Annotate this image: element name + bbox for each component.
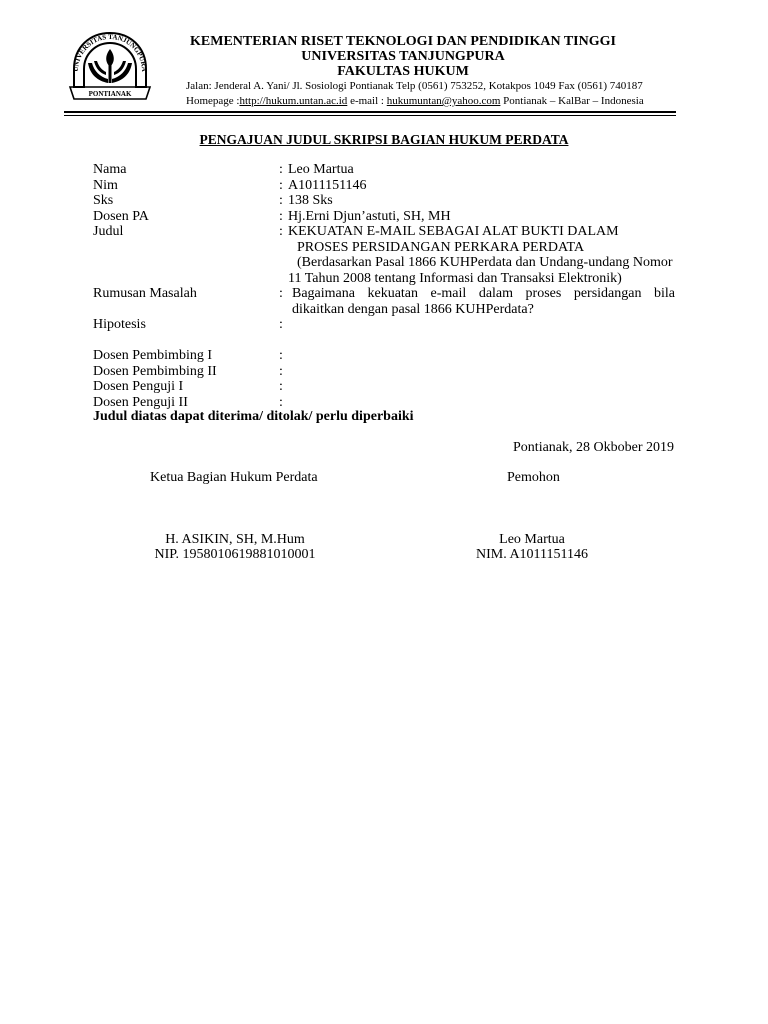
letterhead [186,34,676,109]
faculty-name: FAKULTAS HUKUM [337,64,469,79]
signatory-left-name: H. ASIKIN, SH, M.Hum [165,532,305,547]
field-separator: : [279,317,283,332]
signatory-right-title: Pemohon [507,470,560,485]
field-judul [93,224,675,286]
location-text: Pontianak – KalBar – Indonesia [500,95,644,107]
field-label: Judul [93,224,124,239]
field-separator: : [279,224,283,239]
contact-line [186,94,676,109]
field-separator: : [279,208,283,224]
form-fields [93,162,675,410]
ministry-name: KEMENTERIAN RISET TEKNOLOGI DAN PENDIDIKAN TINGGI [190,34,616,49]
field-value: Leo Martua [288,162,354,177]
field-separator: : [279,379,283,394]
field-label: Nim [93,177,118,193]
field-rumusan-masalah [93,286,675,317]
field-dosen-pa [93,209,675,225]
homepage-link[interactable]: http://hukum.untan.ac.id [239,95,348,107]
field-value [288,395,675,411]
field-separator: : [279,177,283,193]
field-label: Dosen Penguji I [93,379,184,394]
field-separator: : [279,162,283,177]
field-hipotesis [93,317,675,333]
field-label: Dosen Pembimbing II [93,363,217,379]
field-separator: : [279,363,283,379]
field-value [288,364,675,380]
field-value: A1011151146 [288,177,367,193]
field-value: Bagaimana kekuatan e-mail dalam proses persidangan bila dikaitkan dengan pasal 1866 KUHPerdata? [292,286,675,317]
field-label: Dosen Penguji II [93,394,188,410]
letterhead-rule-thin [64,115,676,116]
signatory-right-id: NIM. A1011151146 [476,547,588,562]
judul-line-4: 11 Tahun 2008 tentang Informasi dan Transaksi Elektronik) [288,270,622,286]
field-separator: : [279,348,283,363]
field-penguji-1 [93,379,675,395]
decision-statement: Judul diatas dapat diterima/ ditolak/ perlu diperbaiki [93,409,414,424]
judul-line-2: PROSES PERSIDANGAN PERKARA PERDATA [297,239,585,255]
field-penguji-2 [93,395,675,411]
document-title: PENGAJUAN JUDUL SKRIPSI BAGIAN HUKUM PERDATA [199,132,569,147]
field-label: Rumusan Masalah [93,286,197,301]
field-separator: : [279,394,283,410]
signatory-left-title: Ketua Bagian Hukum Perdata [150,470,318,485]
field-nim [93,178,675,194]
field-value [288,348,675,364]
signatory-left-id: NIP. 1958010619881010001 [154,547,316,562]
logo-banner-text: PONTIANAK [88,90,132,98]
field-pembimbing-2 [93,364,675,380]
field-label: Dosen PA [93,208,149,224]
field-value [288,317,675,333]
signatory-right-name: Leo Martua [499,532,565,547]
place-date: Pontianak, 28 Okbober 2019 [513,440,674,455]
university-logo [64,27,156,109]
field-value: 138 Sks [288,193,333,208]
email-label: e-mail : [347,95,387,107]
field-value: Hj.Erni Djun’astuti, SH, MH [288,208,451,224]
field-label: Hipotesis [93,317,146,332]
field-value [288,379,675,395]
field-nama [93,162,675,178]
letterhead-rule-thick [64,111,676,113]
judul-line-1: KEKUATAN E-MAIL SEBAGAI ALAT BUKTI DALAM [288,224,619,239]
judul-line-3: (Berdasarkan Pasal 1866 KUHPerdata dan Undang-undang Nomor [297,255,673,270]
field-label: Dosen Pembimbing I [93,348,212,363]
field-sks [93,193,675,209]
university-name: UNIVERSITAS TANJUNGPURA [301,49,505,64]
field-value [288,224,675,286]
logo-ring-text: UNIVERSITAS TANJUNGPURA [71,32,149,72]
address-line: Jalan: Jenderal A. Yani/ Jl. Sosiologi Pontianak Telp (0561) 753252, Kotakpos 1049 Fax (0561) 740187 [186,80,643,92]
field-label: Sks [93,193,114,208]
email-link[interactable]: hukumuntan@yahoo.com [386,95,501,107]
field-separator: : [279,286,283,301]
field-separator: : [279,193,283,208]
homepage-label: Homepage : [186,95,240,107]
field-pembimbing-1 [93,348,675,364]
field-label: Nama [93,162,127,177]
